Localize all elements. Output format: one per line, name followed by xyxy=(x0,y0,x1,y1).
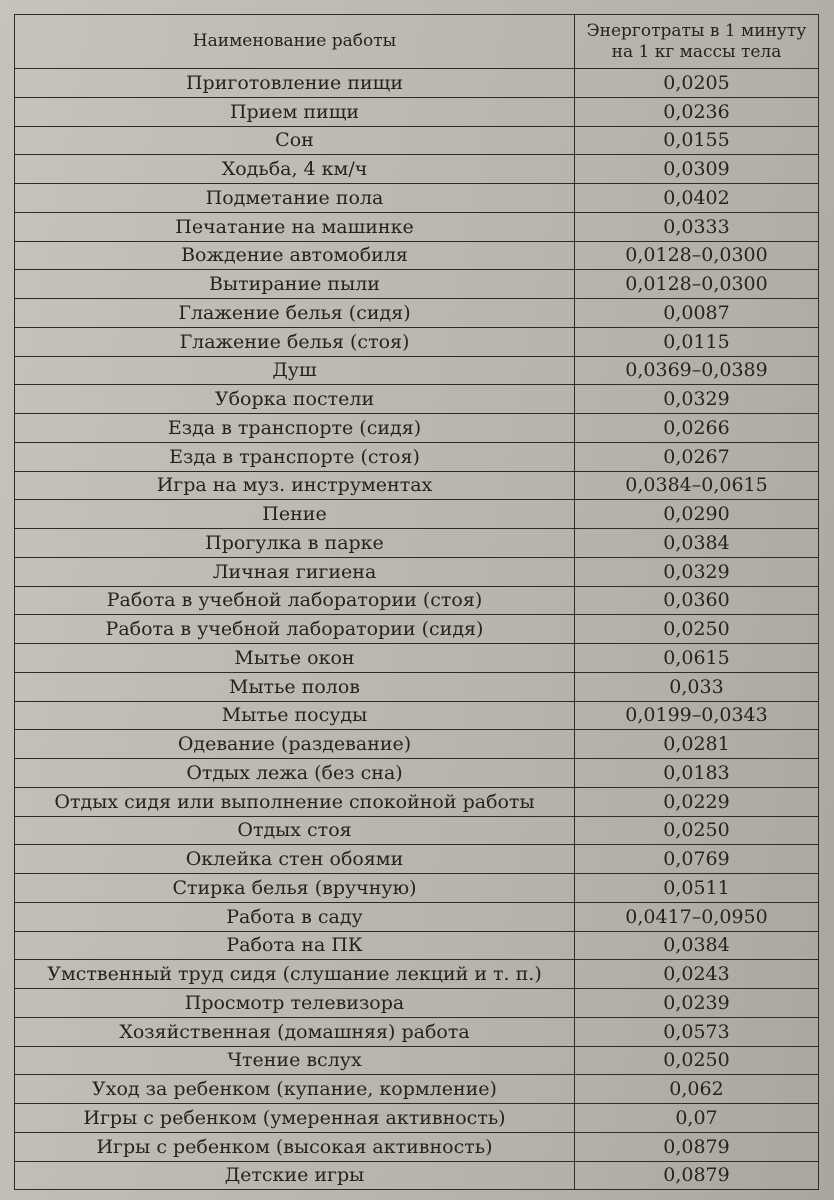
table-row xyxy=(15,816,819,845)
activity-name-cell: Подметание пола xyxy=(15,184,575,213)
energy-value-cell: 0,0115 xyxy=(575,327,819,356)
activity-name-cell: Мытье посуды xyxy=(15,701,575,730)
activity-name-cell: Уборка постели xyxy=(15,385,575,414)
table-row xyxy=(15,97,819,126)
table-row xyxy=(15,931,819,960)
table-row xyxy=(15,644,819,673)
activity-name-cell: Работа в учебной лаборатории (стоя) xyxy=(15,586,575,615)
activity-name-cell: Игры с ребенком (высокая активность) xyxy=(15,1132,575,1161)
energy-value-cell: 0,0511 xyxy=(575,874,819,903)
activity-name-cell: Вождение автомобиля xyxy=(15,241,575,270)
activity-name-cell: Отдых сидя или выполнение спокойной работы xyxy=(15,787,575,816)
table-header-row xyxy=(15,15,819,69)
energy-value-cell: 0,0205 xyxy=(575,69,819,98)
table-row xyxy=(15,529,819,558)
energy-value-cell: 0,0769 xyxy=(575,845,819,874)
energy-value-cell: 0,0199–0,0343 xyxy=(575,701,819,730)
activity-name-cell: Мытье окон xyxy=(15,644,575,673)
energy-value-cell: 0,0236 xyxy=(575,97,819,126)
table-row xyxy=(15,327,819,356)
energy-value-cell: 0,0128–0,0300 xyxy=(575,270,819,299)
energy-value-cell: 0,0329 xyxy=(575,385,819,414)
activity-name-cell: Сон xyxy=(15,126,575,155)
table-row xyxy=(15,845,819,874)
header-energy-value xyxy=(575,15,819,69)
table-row xyxy=(15,442,819,471)
activity-name-cell: Одевание (раздевание) xyxy=(15,730,575,759)
energy-value-cell: 0,0267 xyxy=(575,442,819,471)
energy-value-cell: 0,0250 xyxy=(575,1046,819,1075)
energy-value-cell: 0,0243 xyxy=(575,960,819,989)
table-row xyxy=(15,385,819,414)
header-activity-name: Наименование работы xyxy=(15,15,575,69)
activity-name-cell: Игры с ребенком (умеренная активность) xyxy=(15,1104,575,1133)
energy-value-cell: 0,0183 xyxy=(575,759,819,788)
table-row xyxy=(15,730,819,759)
energy-value-cell: 0,0281 xyxy=(575,730,819,759)
energy-value-cell: 0,07 xyxy=(575,1104,819,1133)
energy-value-cell: 0,0229 xyxy=(575,787,819,816)
table-row xyxy=(15,1046,819,1075)
table-row xyxy=(15,701,819,730)
activity-name-cell: Прогулка в парке xyxy=(15,529,575,558)
activity-name-cell: Просмотр телевизора xyxy=(15,989,575,1018)
table-row xyxy=(15,1075,819,1104)
table-row xyxy=(15,184,819,213)
table-body xyxy=(15,69,819,1190)
table-row xyxy=(15,874,819,903)
energy-value-cell: 0,0879 xyxy=(575,1161,819,1190)
table-row xyxy=(15,557,819,586)
energy-expenditure-table xyxy=(14,14,819,1190)
activity-name-cell: Приготовление пищи xyxy=(15,69,575,98)
table-row xyxy=(15,356,819,385)
table-row xyxy=(15,241,819,270)
energy-value-cell: 0,0615 xyxy=(575,644,819,673)
activity-name-cell: Игра на муз. инструментах xyxy=(15,471,575,500)
energy-value-cell: 0,0087 xyxy=(575,299,819,328)
table-row xyxy=(15,414,819,443)
energy-value-cell: 0,062 xyxy=(575,1075,819,1104)
activity-name-cell: Ходьба, 4 км/ч xyxy=(15,155,575,184)
table-row xyxy=(15,155,819,184)
energy-value-cell: 0,033 xyxy=(575,672,819,701)
table-row xyxy=(15,1104,819,1133)
activity-name-cell: Хозяйственная (домашняя) работа xyxy=(15,1017,575,1046)
header-energy-value-text: Энерготраты в 1 минуту на 1 кг массы тела xyxy=(586,20,807,62)
activity-name-cell: Отдых лежа (без сна) xyxy=(15,759,575,788)
energy-value-cell: 0,0573 xyxy=(575,1017,819,1046)
energy-value-cell: 0,0369–0,0389 xyxy=(575,356,819,385)
energy-value-cell: 0,0290 xyxy=(575,500,819,529)
table-row xyxy=(15,1132,819,1161)
energy-value-cell: 0,0384–0,0615 xyxy=(575,471,819,500)
activity-name-cell: Печатание на машинке xyxy=(15,212,575,241)
activity-name-cell: Умственный труд сидя (слушание лекций и т. п.) xyxy=(15,960,575,989)
table-row xyxy=(15,759,819,788)
energy-value-cell: 0,0384 xyxy=(575,529,819,558)
energy-value-cell: 0,0360 xyxy=(575,586,819,615)
energy-value-cell: 0,0239 xyxy=(575,989,819,1018)
activity-name-cell: Глажение белья (стоя) xyxy=(15,327,575,356)
table-row xyxy=(15,299,819,328)
table-row xyxy=(15,787,819,816)
activity-name-cell: Личная гигиена xyxy=(15,557,575,586)
energy-value-cell: 0,0879 xyxy=(575,1132,819,1161)
table-row xyxy=(15,500,819,529)
table-row xyxy=(15,586,819,615)
table-row xyxy=(15,69,819,98)
table-row xyxy=(15,1161,819,1190)
energy-value-cell: 0,0402 xyxy=(575,184,819,213)
table-row xyxy=(15,672,819,701)
energy-value-cell: 0,0333 xyxy=(575,212,819,241)
energy-value-cell: 0,0250 xyxy=(575,615,819,644)
activity-name-cell: Работа в учебной лаборатории (сидя) xyxy=(15,615,575,644)
table-row xyxy=(15,989,819,1018)
activity-name-cell: Езда в транспорте (сидя) xyxy=(15,414,575,443)
energy-value-cell: 0,0266 xyxy=(575,414,819,443)
energy-value-cell: 0,0309 xyxy=(575,155,819,184)
activity-name-cell: Вытирание пыли xyxy=(15,270,575,299)
activity-name-cell: Езда в транспорте (стоя) xyxy=(15,442,575,471)
energy-value-cell: 0,0250 xyxy=(575,816,819,845)
energy-value-cell: 0,0329 xyxy=(575,557,819,586)
activity-name-cell: Мытье полов xyxy=(15,672,575,701)
energy-value-cell: 0,0417–0,0950 xyxy=(575,902,819,931)
table-row xyxy=(15,270,819,299)
table-row xyxy=(15,126,819,155)
table-row xyxy=(15,902,819,931)
activity-name-cell: Пение xyxy=(15,500,575,529)
activity-name-cell: Уход за ребенком (купание, кормление) xyxy=(15,1075,575,1104)
table-row xyxy=(15,615,819,644)
activity-name-cell: Стирка белья (вручную) xyxy=(15,874,575,903)
table-row xyxy=(15,960,819,989)
activity-name-cell: Работа на ПК xyxy=(15,931,575,960)
activity-name-cell: Душ xyxy=(15,356,575,385)
table-row xyxy=(15,1017,819,1046)
activity-name-cell: Чтение вслух xyxy=(15,1046,575,1075)
activity-name-cell: Прием пищи xyxy=(15,97,575,126)
activity-name-cell: Глажение белья (сидя) xyxy=(15,299,575,328)
activity-name-cell: Отдых стоя xyxy=(15,816,575,845)
activity-name-cell: Работа в саду xyxy=(15,902,575,931)
activity-name-cell: Оклейка стен обоями xyxy=(15,845,575,874)
table-row xyxy=(15,212,819,241)
energy-value-cell: 0,0384 xyxy=(575,931,819,960)
table-row xyxy=(15,471,819,500)
activity-name-cell: Детские игры xyxy=(15,1161,575,1190)
energy-value-cell: 0,0128–0,0300 xyxy=(575,241,819,270)
energy-value-cell: 0,0155 xyxy=(575,126,819,155)
